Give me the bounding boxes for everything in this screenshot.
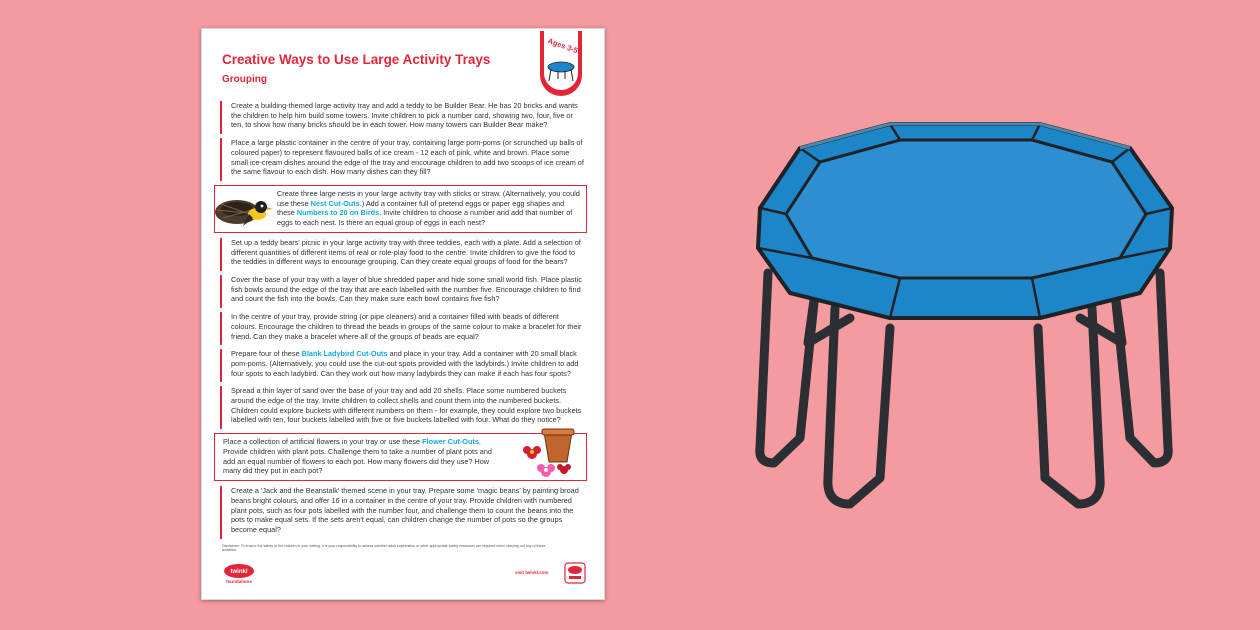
nest-cut-outs-link[interactable]: Nest Cut-Outs (310, 198, 360, 208)
activity-builder-bear: Create a building-themed large activity tray and add a teddy to be Builder Bear. He has 20 bricks and wants the children to help him build some towers. Invite children to pick a number card, showing two, four, five or ten, to show how many bricks should be in each tower. How many towers can Builder Bear make? (220, 101, 586, 134)
page-title: Creative Ways to Use Large Activity Trays (222, 52, 491, 67)
activity-fish: Cover the base of your tray with a layer of blue shredded paper and hide some small world fish. Place plastic fish bowls around the edge of the tray that are each labelled with the number five. Encourage children to find and count the fish into the bowls. Can they make sure each bowl contains five fish? (220, 275, 586, 308)
disclaimer: Disclaimer: To ensure the safety of the children in your setting, it is your responsibility to assess whether adult supervision or other appropriate safety measures are required when carrying out any of these activities. (222, 544, 546, 553)
flower-cut-outs-link[interactable]: Flower Cut-Outs (422, 437, 479, 447)
activity-teddy-picnic: Set up a teddy bears' picnic in your large activity tray with three teddies, each with a plate. Add a selection of different quantities of different items of real or role-play food to the centre. Invite children to give the food to the teddies in different ways to encourage grouping. Can they create equal groups of food for the bears? (220, 238, 586, 271)
page-subtitle: Grouping (222, 74, 267, 85)
activity-nests-box: Create three large nests in your large activity tray with sticks or straw. (Alternatively, you could use these Nest Cut-Outs.) Add a container full of pretend eggs or paper egg shapes and these Numbers to 20 on Birds. Invite children to choose a number and add that number of eggs to each nest. Is there an equal group of eggs in each nest? (214, 185, 587, 233)
activity-bracelet: In the centre of your tray, provide string (or pipe cleaners) and a container filled with beads of different colours. Encourage the children to thread the beads in groups of the same colour to make a bracelet for their friend. Can they make a bracelet where all of the groups of beads are equal? (220, 312, 586, 345)
activity-sheet (201, 28, 605, 600)
footer-logo-text: twinkl (230, 569, 248, 575)
ladybird-cut-outs-link[interactable]: Blank Ladybird Cut-Outs (301, 349, 388, 359)
footer-url[interactable]: visit twinkl.com (515, 570, 549, 575)
numbers-on-birds-link[interactable]: Numbers to 20 on Birds (296, 208, 380, 218)
activity-list (220, 101, 586, 543)
activity-tray-icon (740, 118, 1190, 518)
activity-flowers-box: Place a collection of artificial flowers in your tray or use these Flower Cut-Outs. Provide children with plant pots. Challenge them to take a number of plant pots and add an equal number of flowers to each pot. How many flowers did they use? How many did they put in each pot? (214, 433, 587, 481)
age-badge-text: Ages 3-5 (546, 36, 580, 56)
twinkl-badge-icon (564, 562, 586, 584)
twinkl-logo-icon (222, 563, 256, 585)
footer-logo-sub: foundations (226, 579, 252, 584)
age-badge (538, 31, 584, 97)
activity-beanstalk: Create a 'Jack and the Beanstalk' themed scene in your tray. Prepare some 'magic beans' by painting broad beans bright colours, and offer 16 in a container in the centre of your tray. Provide children with numbered plant pots, such as four pots labelled with the number four, and challenge them to count the beans into the pots to make equal sets. If the sets aren't equal, can children change the number of pots so the groups become equal? (220, 486, 586, 539)
activity-ladybird: Prepare four of these Blank Ladybird Cut-Outs and place in your tray. Add a container with 20 small black pom-poms. (Alternatively, you could use the cut-out spots provided with the ladybirds.) Invite children to add four spots to each ladybird. Can they work out how many ladybirds they can make if each has four spots? (220, 349, 586, 382)
bird-nest-icon (213, 180, 273, 232)
activity-sand-shells: Spread a thin layer of sand over the base of your tray and add 20 shells. Place some numbered buckets around the edge of the tray. Invite children to collect shells and count them into the numbered buckets. Children could explore buckets with different numbers on them - for example, they could explore two buckets labelled with ten, four buckets labelled with five or five buckets labelled with four. What do they notice? (220, 386, 586, 429)
plant-pot-flowers-icon (520, 426, 584, 486)
activity-ice-cream: Place a large plastic container in the centre of your tray, containing large pom-poms (or scrunched up balls of coloured paper) to represent flavoured balls of ice cream - 12 each of pink, white and brown. Place some small ice-cream dishes around the edge of the tray and encourage children to add two scoops of ice cream of the same flavour to each dish. How many dishes can they fill? (220, 138, 586, 181)
